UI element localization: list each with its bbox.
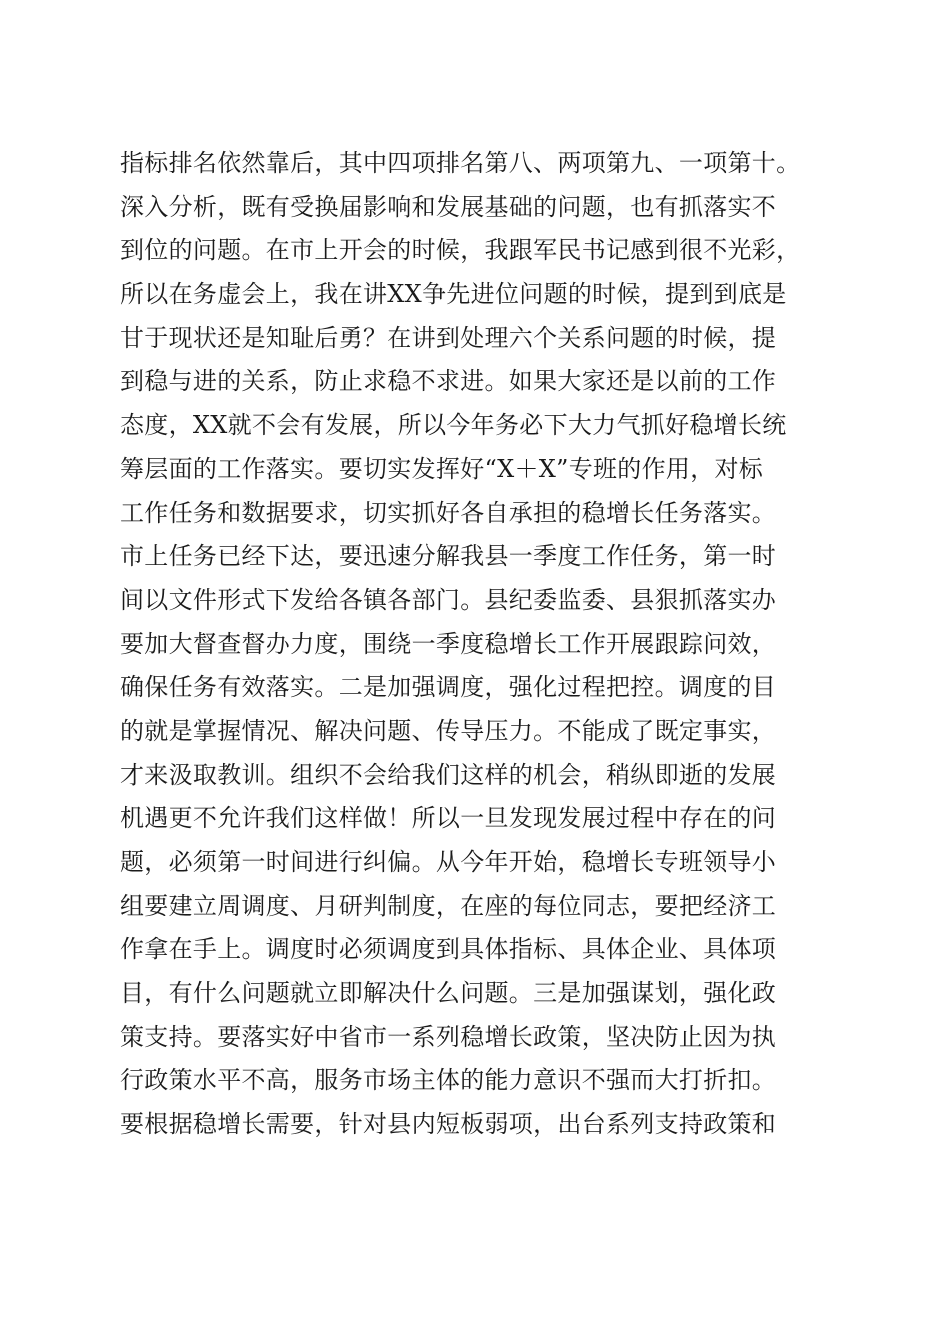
text-line: 到稳与进的关系，防止求稳不求进。如果大家还是以前的工作 xyxy=(120,367,777,396)
text-line: 要根据稳增长需要，针对县内短板弱项，出台系列支持政策和 xyxy=(120,1110,777,1139)
text-line: 策支持。要落实好中省市一系列稳增长政策，坚决防止因为执 xyxy=(120,1022,777,1051)
text-line: 确保任务有效落实。二是加强调度，强化过程把控。调度的目 xyxy=(120,673,777,702)
text-line: 所以在务虚会上，我在讲XX争先进位问题的时候，提到到底是 xyxy=(120,280,787,309)
text-line: 目，有什么问题就立即解决什么问题。三是加强谋划，强化政 xyxy=(120,979,777,1008)
text-line: 作拿在手上。调度时必须调度到具体指标、具体企业、具体项 xyxy=(120,935,777,964)
text-line: 间以文件形式下发给各镇各部门。县纪委监委、县狠抓落实办 xyxy=(120,585,777,614)
text-line: 到位的问题。在市上开会的时候，我跟军民书记感到很不光彩， xyxy=(120,236,801,265)
text-line: 机遇更不允许我们这样做！所以一旦发现发展过程中存在的问 xyxy=(120,804,777,833)
text-line: 行政策水平不高，服务市场主体的能力意识不强而大打折扣。 xyxy=(120,1066,777,1095)
text-line: 筹层面的工作落实。要切实发挥好“X＋X”专班的作用，对标 xyxy=(120,454,764,483)
text-line: 工作任务和数据要求，切实抓好各自承担的稳增长任务落实。 xyxy=(120,498,777,527)
text-line: 态度，XX就不会有发展，所以今年务必下大力气抓好稳增长统 xyxy=(120,411,787,440)
text-line: 甘于现状还是知耻后勇？在讲到处理六个关系问题的时候，提 xyxy=(120,323,777,352)
text-line: 要加大督查督办力度，围绕一季度稳增长工作开展跟踪问效， xyxy=(120,629,777,658)
body-text xyxy=(120,142,840,1147)
text-line: 市上任务已经下达，要迅速分解我县一季度工作任务，第一时 xyxy=(120,542,777,571)
text-line: 的就是掌握情况、解决问题、传导压力。不能成了既定事实， xyxy=(120,716,777,745)
text-line: 组要建立周调度、月研判制度，在座的每位同志，要把经济工 xyxy=(120,891,777,920)
text-line: 指标排名依然靠后，其中四项排名第八、两项第九、一项第十。 xyxy=(120,149,801,177)
text-line: 才来汲取教训。组织不会给我们这样的机会，稍纵即逝的发展 xyxy=(120,760,777,789)
text-line: 深入分析，既有受换届影响和发展基础的问题，也有抓落实不 xyxy=(120,192,777,221)
text-line: 题，必须第一时间进行纠偏。从今年开始，稳增长专班领导小 xyxy=(120,848,777,876)
